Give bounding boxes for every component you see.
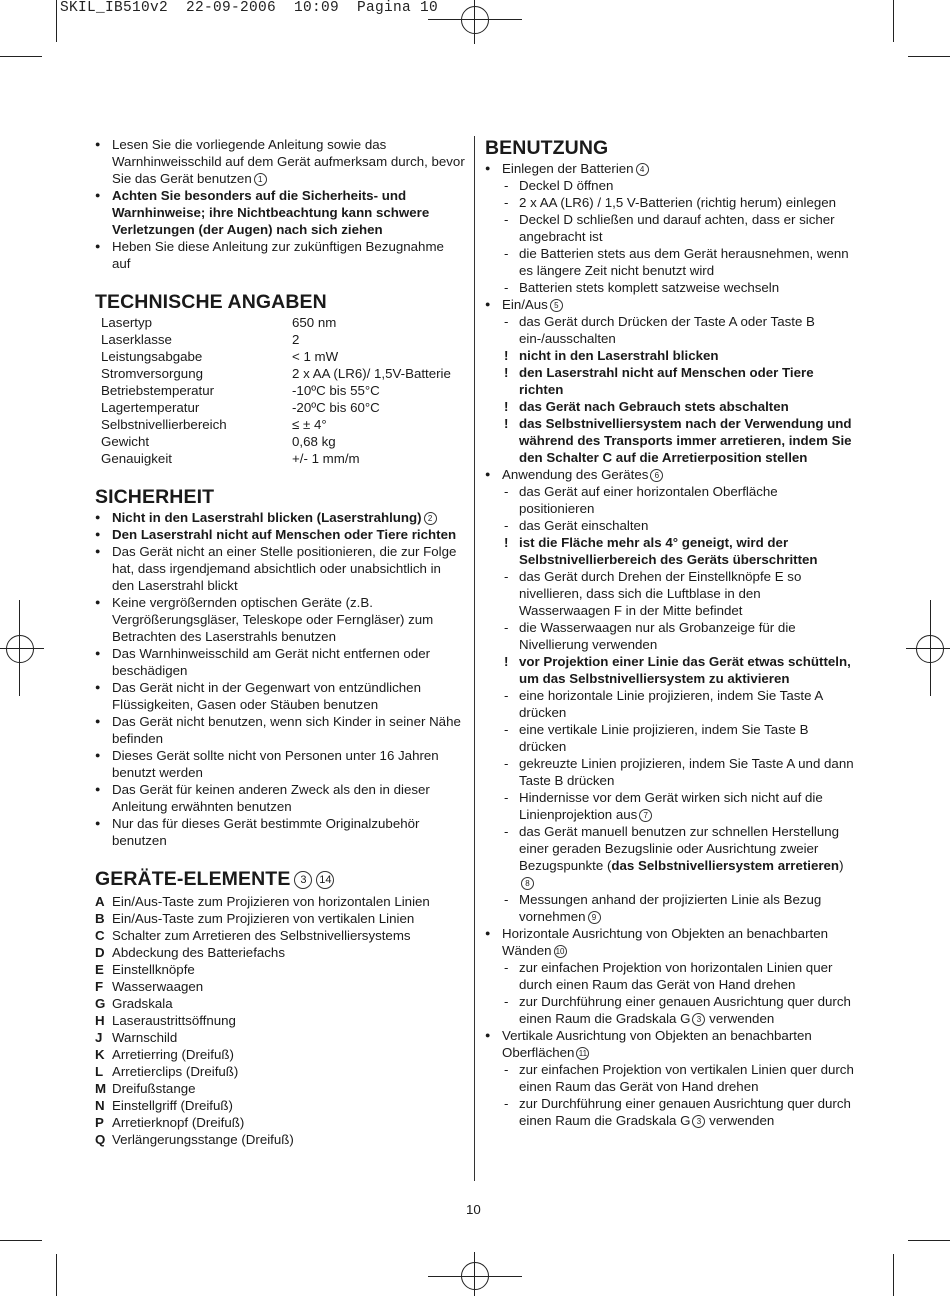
- part-description: Ein/Aus-Taste zum Projizieren von horizontalen Linien: [112, 894, 430, 909]
- usage-steps: [485, 177, 855, 296]
- crop-mark: [908, 56, 950, 57]
- crop-mark: [893, 1254, 894, 1296]
- part-letter: J: [95, 1030, 103, 1045]
- usage-step: [485, 993, 855, 1027]
- right-column: [485, 136, 855, 1129]
- part-description: Einstellknöpfe: [112, 962, 195, 977]
- step-text: die Batterien stets aus dem Gerät herausnehmen, wenn es längere Zeit nicht benutzt wird: [519, 246, 849, 278]
- part-letter: A: [95, 894, 105, 909]
- spec-value: -10ºC bis 55°C: [292, 383, 380, 398]
- part-item: [95, 995, 465, 1012]
- spec-label: Laserklasse: [101, 332, 172, 347]
- step-text: Batterien stets komplett satzweise wechseln: [519, 280, 780, 295]
- part-letter: F: [95, 979, 104, 994]
- intro-item: [95, 238, 465, 272]
- figure-ref: 3: [692, 1115, 705, 1128]
- safety-item: [95, 526, 465, 543]
- spec-label: Betriebstemperatur: [101, 383, 215, 398]
- crop-mark: [908, 1240, 950, 1241]
- usage-list: [485, 160, 855, 1129]
- figure-ref: 3: [294, 871, 312, 889]
- step-text: Deckel D öffnen: [519, 178, 614, 193]
- safety-item: [95, 781, 465, 815]
- part-description: Arretierclips (Dreifuß): [112, 1064, 239, 1079]
- print-slug: SKIL_IB510v2 22-09-2006 10:09 Pagina 10: [60, 0, 439, 16]
- item-text: Nicht in den Laserstrahl blicken (Laserstrahlung): [112, 510, 422, 525]
- usage-step: [485, 687, 855, 721]
- part-description: Schalter zum Arretieren des Selbstnivelliersystems: [112, 928, 411, 943]
- spec-row: [101, 382, 451, 399]
- part-description: Verlängerungsstange (Dreifuß): [112, 1132, 294, 1147]
- item-text: Das Gerät nicht benutzen, wenn sich Kinder in seiner Nähe befinden: [112, 714, 461, 746]
- warning-step: [485, 398, 855, 415]
- step-text: das Gerät einschalten: [519, 518, 649, 533]
- step-text: eine horizontale Linie projizieren, indem Sie Taste A drücken: [519, 688, 823, 720]
- figure-ref: 7: [639, 809, 652, 822]
- item-text: Das Gerät nicht an einer Stelle positionieren, die zur Folge hat, dass irgendjemand absichtlich oder unabsichtlich in den Laserstrahl blickt: [112, 544, 457, 593]
- usage-section: [485, 466, 855, 925]
- part-item: [95, 944, 465, 961]
- usage-step: [485, 483, 855, 517]
- step-emphasis: das Selbstnivelliersystem arretieren: [611, 858, 840, 873]
- figure-ref: 11: [576, 1047, 589, 1060]
- safety-list: [95, 509, 465, 849]
- step-text: vor Projektion einer Linie das Gerät etwas schütteln, um das Selbstnivelliersystem zu aktivieren: [519, 654, 851, 686]
- crop-mark: [56, 1254, 57, 1296]
- crop-mark: [56, 0, 57, 42]
- part-letter: G: [95, 996, 106, 1011]
- step-text: Messungen anhand der projizierten Linie als Bezug vornehmen: [519, 892, 822, 924]
- item-text: Dieses Gerät sollte nicht von Personen unter 16 Jahren benutzt werden: [112, 748, 439, 780]
- safety-item: [95, 747, 465, 781]
- usage-step: [485, 619, 855, 653]
- spec-label: Leistungsabgabe: [101, 349, 203, 364]
- item-text: Keine vergrößernden optischen Geräte (z.B. Vergrößerungsgläser, Teleskope oder Ferngläser) zum Betrachten des Laserstrahls benutzen: [112, 595, 434, 644]
- usage-section-title: Einlegen der Batterien: [502, 161, 634, 176]
- part-item: [95, 1080, 465, 1097]
- part-letter: B: [95, 911, 105, 926]
- part-description: Abdeckung des Batteriefachs: [112, 945, 285, 960]
- spec-value: 650 nm: [292, 315, 337, 330]
- step-text-tail: verwenden: [705, 1113, 775, 1128]
- usage-section: [485, 296, 855, 466]
- step-text: Hindernisse vor dem Gerät wirken sich nicht auf die Linienprojektion aus: [519, 790, 823, 822]
- spec-table: [101, 314, 451, 467]
- usage-steps: [485, 313, 855, 466]
- spec-row: [101, 450, 451, 467]
- spec-row: [101, 416, 451, 433]
- step-text: ist die Fläche mehr als 4° geneigt, wird der Selbstnivellierbereich des Geräts überschritten: [519, 535, 818, 567]
- figure-ref: 6: [650, 469, 663, 482]
- usage-step: [485, 194, 855, 211]
- spec-value: -20ºC bis 60°C: [292, 400, 380, 415]
- intro-item: [95, 187, 465, 238]
- usage-step: [485, 1061, 855, 1095]
- warning-step: [485, 415, 855, 466]
- crop-mark: [0, 56, 42, 57]
- part-letter: M: [95, 1081, 107, 1096]
- spec-row: [101, 348, 451, 365]
- part-item: [95, 1131, 465, 1148]
- usage-step: [485, 211, 855, 245]
- spec-value: ≤ ± 4°: [292, 417, 327, 432]
- spec-value: < 1 mW: [292, 349, 339, 364]
- left-column: [95, 136, 465, 1148]
- part-item: [95, 893, 465, 910]
- figure-ref: 1: [254, 173, 267, 186]
- part-item: [95, 1063, 465, 1080]
- part-description: Arretierring (Dreifuß): [112, 1047, 234, 1062]
- spec-row: [101, 314, 451, 331]
- part-letter: N: [95, 1098, 105, 1113]
- part-description: Laseraustrittsöffnung: [112, 1013, 236, 1028]
- part-description: Wasserwaagen: [112, 979, 204, 994]
- spec-label: Gewicht: [101, 434, 150, 449]
- part-letter: H: [95, 1013, 105, 1028]
- part-description: Dreifußstange: [112, 1081, 196, 1096]
- intro-item: [95, 136, 465, 187]
- part-item: [95, 1029, 465, 1046]
- usage-steps: [485, 1061, 855, 1129]
- step-text: Deckel D schließen und darauf achten, dass er sicher angebracht ist: [519, 212, 835, 244]
- part-letter: L: [95, 1064, 104, 1079]
- figure-ref: 2: [424, 512, 437, 525]
- item-text: Das Gerät nicht in der Gegenwart von entzündlichen Flüssigkeiten, Gasen oder Stäuben benutzen: [112, 680, 421, 712]
- section-heading-sicherheit: SICHERHEIT: [95, 486, 215, 508]
- column-divider: [474, 136, 475, 1181]
- part-item: [95, 1114, 465, 1131]
- part-item: [95, 978, 465, 995]
- step-text: nicht in den Laserstrahl blicken: [519, 348, 719, 363]
- step-text-tail: verwenden: [705, 1011, 775, 1026]
- usage-step: [485, 789, 855, 823]
- figure-ref: 9: [588, 911, 601, 924]
- step-text: zur einfachen Projektion von horizontalen Linien quer durch einen Raum das Gerät von Hand drehen: [519, 960, 833, 992]
- item-text: Den Laserstrahl nicht auf Menschen oder Tiere richten: [112, 527, 457, 542]
- figure-ref: 10: [554, 945, 567, 958]
- section-heading-benutzung: BENUTZUNG: [485, 137, 609, 159]
- step-text: zur einfachen Projektion von vertikalen Linien quer durch einen Raum das Gerät von Hand drehen: [519, 1062, 854, 1094]
- safety-item: [95, 594, 465, 645]
- spec-row: [101, 365, 451, 382]
- figure-ref: 14: [316, 871, 334, 889]
- safety-item: [95, 543, 465, 594]
- step-text: gekreuzte Linien projizieren, indem Sie Taste A und dann Taste B drücken: [519, 756, 854, 788]
- usage-step: [485, 517, 855, 534]
- usage-step: [485, 823, 855, 891]
- usage-section-title: Horizontale Ausrichtung von Objekten an benachbarten Wänden: [502, 926, 828, 958]
- spec-value: +/- 1 mm/m: [292, 451, 360, 466]
- usage-step: [485, 177, 855, 194]
- step-text-tail: ): [839, 858, 844, 873]
- parts-list: [95, 893, 465, 1148]
- figure-ref: 8: [521, 877, 534, 890]
- part-item: [95, 1012, 465, 1029]
- usage-step: [485, 891, 855, 925]
- part-description: Einstellgriff (Dreifuß): [112, 1098, 233, 1113]
- figure-ref: 5: [550, 299, 563, 312]
- figure-ref: 3: [692, 1013, 705, 1026]
- section-heading-geraete-elemente: [95, 867, 465, 891]
- usage-step: [485, 245, 855, 279]
- usage-step: [485, 721, 855, 755]
- part-item: [95, 1097, 465, 1114]
- usage-section: [485, 1027, 855, 1129]
- usage-steps: [485, 483, 855, 925]
- safety-item: [95, 815, 465, 849]
- step-text: das Gerät durch Drehen der Einstellknöpfe E so nivellieren, dass sich die Luftblase in den Wasserwaagen F in der Mitte befindet: [519, 569, 802, 618]
- part-item: [95, 910, 465, 927]
- usage-step: [485, 313, 855, 347]
- usage-section-title: Ein/Aus: [502, 297, 548, 312]
- part-letter: P: [95, 1115, 104, 1130]
- step-text: zur Durchführung einer genauen Ausrichtung quer durch einen Raum die Gradskala G: [519, 1096, 851, 1128]
- step-text: den Laserstrahl nicht auf Menschen oder Tiere richten: [519, 365, 814, 397]
- part-item: [95, 1046, 465, 1063]
- figure-ref: 4: [636, 163, 649, 176]
- item-text: Lesen Sie die vorliegende Anleitung sowie das Warnhinweisschild auf dem Gerät aufmerksam durch, bevor Sie das Gerät benutzen: [112, 137, 465, 186]
- warning-step: [485, 534, 855, 568]
- step-text: das Gerät manuell benutzen zur schnellen Herstellung einer geraden Bezugslinie oder Ausrichtung zweier Bezugspunkte (: [519, 824, 840, 873]
- usage-step: [485, 1095, 855, 1129]
- step-text: die Wasserwaagen nur als Grobanzeige für die Nivellierung verwenden: [519, 620, 796, 652]
- warning-step: [485, 653, 855, 687]
- item-text: Nur das für dieses Gerät bestimmte Originalzubehör benutzen: [112, 816, 420, 848]
- usage-step: [485, 959, 855, 993]
- intro-list: [95, 136, 465, 272]
- step-text: das Gerät nach Gebrauch stets abschalten: [519, 399, 789, 414]
- item-text: Achten Sie besonders auf die Sicherheits- und Warnhinweise; ihre Nichtbeachtung kann schwere Verletzungen (der Augen) nach sich ziehen: [112, 188, 430, 237]
- usage-section: [485, 160, 855, 296]
- spec-row: [101, 433, 451, 450]
- item-text: Das Gerät für keinen anderen Zweck als den in dieser Anleitung erwähnten benutzen: [112, 782, 430, 814]
- spec-label: Stromversorgung: [101, 366, 203, 381]
- step-text: das Gerät auf einer horizontalen Oberfläche positionieren: [519, 484, 778, 516]
- spec-value: 2: [292, 332, 300, 347]
- spec-label: Genauigkeit: [101, 451, 172, 466]
- crop-mark: [0, 1240, 42, 1241]
- warning-step: [485, 347, 855, 364]
- usage-section: [485, 925, 855, 1027]
- item-text: Das Warnhinweisschild am Gerät nicht entfernen oder beschädigen: [112, 646, 431, 678]
- step-text: das Gerät durch Drücken der Taste A oder Taste B ein-/ausschalten: [519, 314, 815, 346]
- crop-mark: [893, 0, 894, 42]
- part-letter: Q: [95, 1132, 106, 1147]
- usage-step: [485, 568, 855, 619]
- usage-step: [485, 755, 855, 789]
- safety-item: [95, 509, 465, 526]
- safety-item: [95, 713, 465, 747]
- spec-label: Selbstnivellierbereich: [101, 417, 227, 432]
- usage-section-title: Anwendung des Gerätes: [502, 467, 649, 482]
- item-text: Heben Sie diese Anleitung zur zukünftigen Bezugnahme auf: [112, 239, 444, 271]
- section-heading-text: GERÄTE-ELEMENTE: [95, 868, 291, 890]
- part-letter: D: [95, 945, 105, 960]
- spec-label: Lasertyp: [101, 315, 152, 330]
- spec-value: 2 x AA (LR6)/ 1,5V-Batterie: [292, 366, 451, 381]
- step-text: zur Durchführung einer genauen Ausrichtung quer durch einen Raum die Gradskala G: [519, 994, 851, 1026]
- part-description: Ein/Aus-Taste zum Projizieren von vertikalen Linien: [112, 911, 415, 926]
- part-letter: E: [95, 962, 104, 977]
- page-number: 10: [466, 1202, 481, 1217]
- spec-value: 0,68 kg: [292, 434, 336, 449]
- part-item: [95, 961, 465, 978]
- spec-row: [101, 399, 451, 416]
- safety-item: [95, 679, 465, 713]
- section-heading-technische-angaben: TECHNISCHE ANGABEN: [95, 291, 327, 313]
- part-item: [95, 927, 465, 944]
- part-letter: C: [95, 928, 105, 943]
- usage-steps: [485, 959, 855, 1027]
- step-text: 2 x AA (LR6) / 1,5 V-Batterien (richtig herum) einlegen: [519, 195, 837, 210]
- step-text: das Selbstnivelliersystem nach der Verwendung und während des Transports immer arretieren, indem Sie den Schalter C auf die Arretierposition stellen: [519, 416, 852, 465]
- part-description: Arretierknopf (Dreifuß): [112, 1115, 245, 1130]
- usage-section-title: Vertikale Ausrichtung von Objekten an benachbarten Oberflächen: [502, 1028, 812, 1060]
- step-text: eine vertikale Linie projizieren, indem Sie Taste B drücken: [519, 722, 809, 754]
- warning-step: [485, 364, 855, 398]
- safety-item: [95, 645, 465, 679]
- part-description: Gradskala: [112, 996, 173, 1011]
- usage-step: [485, 279, 855, 296]
- spec-label: Lagertemperatur: [101, 400, 200, 415]
- part-description: Warnschild: [112, 1030, 178, 1045]
- part-letter: K: [95, 1047, 105, 1062]
- spec-row: [101, 331, 451, 348]
